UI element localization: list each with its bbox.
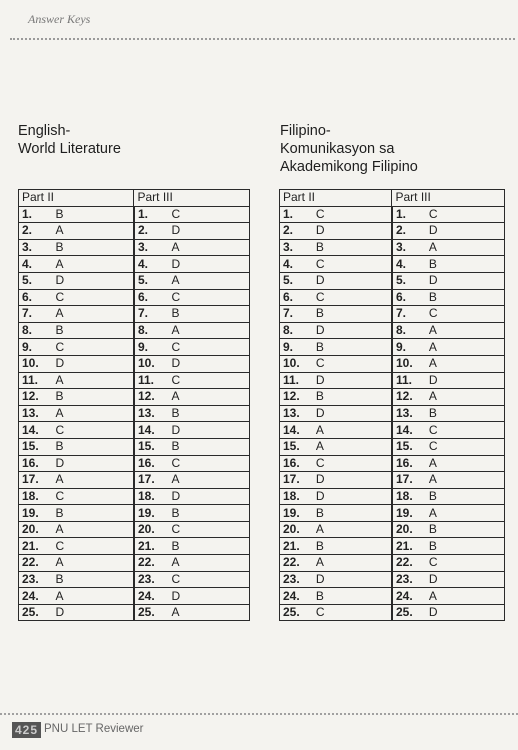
part3-answer: A [160,322,250,339]
item-number: 3. [392,239,417,256]
part3-answer: A [417,455,505,472]
item-number: 2. [280,223,304,240]
item-number: 7. [134,306,160,323]
item-number: 2. [19,223,44,240]
part2-answer: B [304,538,392,555]
filipino-title-line3: Akademikong Filipino [280,159,418,175]
part2-answer: A [304,521,392,538]
item-number: 17. [19,472,44,489]
table-row [19,256,250,273]
item-number: 20. [19,521,44,538]
table-row [280,438,505,455]
part3-answer: C [417,438,505,455]
part2-answer: C [44,289,134,306]
item-number: 24. [392,588,417,605]
part2-answer: D [304,571,392,588]
part3-answer: A [160,239,250,256]
english-part3-header: Part III [134,190,250,207]
item-number: 4. [19,256,44,273]
item-number: 20. [280,521,304,538]
table-row [19,438,250,455]
part2-answer: B [44,206,134,223]
part2-answer: A [44,372,134,389]
item-number: 16. [392,455,417,472]
item-number: 10. [19,355,44,372]
part3-answer: D [160,355,250,372]
part2-answer: A [44,306,134,323]
item-number: 23. [134,571,160,588]
part2-answer: C [304,256,392,273]
english-title-line2: World Literature [18,141,121,157]
table-row [280,223,505,240]
table-row [19,555,250,572]
part2-answer: C [44,422,134,439]
item-number: 7. [19,306,44,323]
item-number: 5. [19,272,44,289]
item-number: 10. [280,355,304,372]
table-row [19,289,250,306]
part2-answer: C [44,339,134,356]
part2-answer: B [44,322,134,339]
item-number: 9. [19,339,44,356]
table-row [19,521,250,538]
part2-answer: D [304,322,392,339]
part3-answer: C [160,571,250,588]
part3-answer: A [417,389,505,406]
part2-answer: C [304,289,392,306]
item-number: 19. [134,505,160,522]
part2-answer: A [44,588,134,605]
part3-answer: A [417,472,505,489]
part3-answer: B [417,521,505,538]
table-row [19,306,250,323]
part3-answer: A [160,389,250,406]
part2-answer: C [44,538,134,555]
table-row [280,488,505,505]
table-row [19,538,250,555]
table-row [19,455,250,472]
part3-answer: B [417,289,505,306]
item-number: 12. [19,389,44,406]
item-number: 19. [280,505,304,522]
part3-answer: C [160,206,250,223]
item-number: 16. [19,455,44,472]
part2-answer: D [44,455,134,472]
item-number: 11. [134,372,160,389]
item-number: 15. [134,438,160,455]
item-number: 13. [19,405,44,422]
part3-answer: C [160,372,250,389]
table-row [19,223,250,240]
table-row [280,239,505,256]
part3-answer: A [160,472,250,489]
part3-answer: D [160,488,250,505]
part3-answer: D [160,223,250,240]
item-number: 12. [280,389,304,406]
item-number: 8. [19,322,44,339]
part2-answer: D [304,405,392,422]
part2-answer: B [44,505,134,522]
item-number: 21. [280,538,304,555]
part3-answer: B [160,438,250,455]
filipino-answer-rows [280,206,505,621]
part2-answer: D [44,604,134,621]
item-number: 7. [392,306,417,323]
item-number: 22. [19,555,44,572]
item-number: 2. [392,223,417,240]
item-number: 18. [134,488,160,505]
item-number: 24. [280,588,304,605]
table-row [19,372,250,389]
part2-answer: A [304,438,392,455]
part3-answer: A [160,604,250,621]
item-number: 19. [19,505,44,522]
part2-answer: D [44,272,134,289]
item-number: 21. [134,538,160,555]
item-number: 9. [392,339,417,356]
item-number: 13. [134,405,160,422]
part3-answer: C [160,521,250,538]
table-row [280,372,505,389]
item-number: 14. [280,422,304,439]
item-number: 12. [134,389,160,406]
item-number: 9. [134,339,160,356]
bottom-divider [0,713,518,715]
part2-answer: D [304,223,392,240]
item-number: 1. [134,206,160,223]
table-row [19,322,250,339]
english-section-title [18,122,121,158]
item-number: 24. [134,588,160,605]
item-number: 25. [280,604,304,621]
part3-answer: A [417,588,505,605]
part3-answer: B [160,505,250,522]
item-number: 4. [134,256,160,273]
part3-answer: A [417,339,505,356]
filipino-title-line1: Filipino- [280,123,331,139]
table-row [19,571,250,588]
item-number: 3. [280,239,304,256]
item-number: 10. [134,355,160,372]
item-number: 20. [392,521,417,538]
table-row [19,588,250,605]
part3-answer: C [417,422,505,439]
item-number: 6. [392,289,417,306]
part3-answer: B [417,405,505,422]
table-row [280,571,505,588]
table-row [19,339,250,356]
part2-answer: B [304,389,392,406]
table-row [19,488,250,505]
part2-answer: B [304,306,392,323]
table-row [19,472,250,489]
part3-answer: C [417,306,505,323]
item-number: 18. [19,488,44,505]
part2-answer: B [44,438,134,455]
part3-answer: C [160,339,250,356]
item-number: 16. [280,455,304,472]
part3-answer: B [417,488,505,505]
part3-answer: C [417,206,505,223]
table-row [280,272,505,289]
running-head: Answer Keys [28,12,91,26]
part2-answer: D [304,472,392,489]
table-row [19,422,250,439]
part2-answer: C [304,604,392,621]
part2-answer: D [304,372,392,389]
top-divider [10,38,515,40]
table-row [280,355,505,372]
item-number: 21. [19,538,44,555]
item-number: 25. [134,604,160,621]
item-number: 25. [392,604,417,621]
part3-answer: A [160,272,250,289]
item-number: 15. [280,438,304,455]
item-number: 21. [392,538,417,555]
item-number: 1. [280,206,304,223]
item-number: 22. [392,555,417,572]
item-number: 6. [134,289,160,306]
part3-answer: B [417,538,505,555]
table-row [280,256,505,273]
table-row [19,206,250,223]
item-number: 22. [134,555,160,572]
filipino-section-title [280,122,418,176]
item-number: 5. [134,272,160,289]
filipino-part2-header: Part II [280,190,392,207]
item-number: 15. [19,438,44,455]
item-number: 4. [280,256,304,273]
part3-answer: B [160,405,250,422]
item-number: 11. [19,372,44,389]
part2-answer: C [44,488,134,505]
part2-answer: B [44,239,134,256]
part3-answer: A [417,322,505,339]
english-answer-table [18,189,250,621]
item-number: 8. [392,322,417,339]
table-row [280,538,505,555]
part2-answer: A [44,555,134,572]
part2-answer: A [304,555,392,572]
part2-answer: B [44,389,134,406]
part3-answer: D [417,372,505,389]
part2-answer: A [44,256,134,273]
table-row [280,389,505,406]
part2-answer: B [44,571,134,588]
table-row [280,306,505,323]
table-row [280,405,505,422]
item-number: 5. [280,272,304,289]
item-number: 14. [134,422,160,439]
part3-answer: B [160,306,250,323]
item-number: 7. [280,306,304,323]
english-answer-rows [19,206,250,621]
part2-answer: B [304,339,392,356]
item-number: 17. [134,472,160,489]
table-row [280,339,505,356]
table-row [280,505,505,522]
part3-answer: D [417,272,505,289]
table-row [19,405,250,422]
table-row [19,355,250,372]
item-number: 11. [280,372,304,389]
table-row [280,472,505,489]
item-number: 5. [392,272,417,289]
part2-answer: A [44,521,134,538]
part3-answer: A [417,505,505,522]
item-number: 23. [280,571,304,588]
item-number: 9. [280,339,304,356]
part3-answer: D [417,223,505,240]
table-row [280,604,505,621]
english-part2-header: Part II [19,190,134,207]
item-number: 11. [392,372,417,389]
part2-answer: A [44,405,134,422]
part2-answer: D [304,488,392,505]
item-number: 14. [19,422,44,439]
part2-answer: B [304,588,392,605]
item-number: 6. [19,289,44,306]
table-row [19,604,250,621]
part3-answer: B [160,538,250,555]
part3-answer: D [160,588,250,605]
item-number: 18. [392,488,417,505]
part3-answer: D [160,256,250,273]
part2-answer: B [304,505,392,522]
item-number: 3. [19,239,44,256]
page-number: 425 [12,722,41,738]
item-number: 2. [134,223,160,240]
part2-answer: C [304,355,392,372]
table-row [280,289,505,306]
table-row [280,555,505,572]
table-row [280,422,505,439]
item-number: 20. [134,521,160,538]
filipino-answer-table [279,189,505,621]
part2-answer: C [304,206,392,223]
part2-answer: B [304,239,392,256]
item-number: 8. [134,322,160,339]
part3-answer: C [160,455,250,472]
item-number: 1. [19,206,44,223]
part2-answer: C [304,455,392,472]
part3-answer: A [417,355,505,372]
part3-answer: C [417,555,505,572]
part2-answer: A [44,223,134,240]
item-number: 18. [280,488,304,505]
item-number: 1. [392,206,417,223]
part3-answer: B [417,256,505,273]
table-row [280,521,505,538]
english-title-line1: English- [18,123,71,139]
item-number: 23. [19,571,44,588]
table-row [19,505,250,522]
table-row [280,206,505,223]
item-number: 23. [392,571,417,588]
item-number: 6. [280,289,304,306]
table-row [280,588,505,605]
part3-answer: A [160,555,250,572]
item-number: 22. [280,555,304,572]
item-number: 13. [280,405,304,422]
item-number: 24. [19,588,44,605]
part2-answer: A [44,472,134,489]
item-number: 3. [134,239,160,256]
footer-book-title: PNU LET Reviewer [44,723,144,735]
table-row [280,322,505,339]
item-number: 12. [392,389,417,406]
item-number: 10. [392,355,417,372]
part3-answer: A [417,239,505,256]
part3-answer: D [417,604,505,621]
part3-answer: D [417,571,505,588]
item-number: 19. [392,505,417,522]
item-number: 16. [134,455,160,472]
item-number: 14. [392,422,417,439]
item-number: 8. [280,322,304,339]
table-row [19,239,250,256]
item-number: 15. [392,438,417,455]
part2-answer: D [304,272,392,289]
part3-answer: D [160,422,250,439]
table-row [280,455,505,472]
item-number: 4. [392,256,417,273]
table-row [19,272,250,289]
part3-answer: C [160,289,250,306]
part2-answer: D [44,355,134,372]
filipino-part3-header: Part III [392,190,505,207]
item-number: 17. [392,472,417,489]
filipino-title-line2: Komunikasyon sa [280,141,395,157]
table-row [19,389,250,406]
item-number: 25. [19,604,44,621]
item-number: 13. [392,405,417,422]
part2-answer: A [304,422,392,439]
item-number: 17. [280,472,304,489]
